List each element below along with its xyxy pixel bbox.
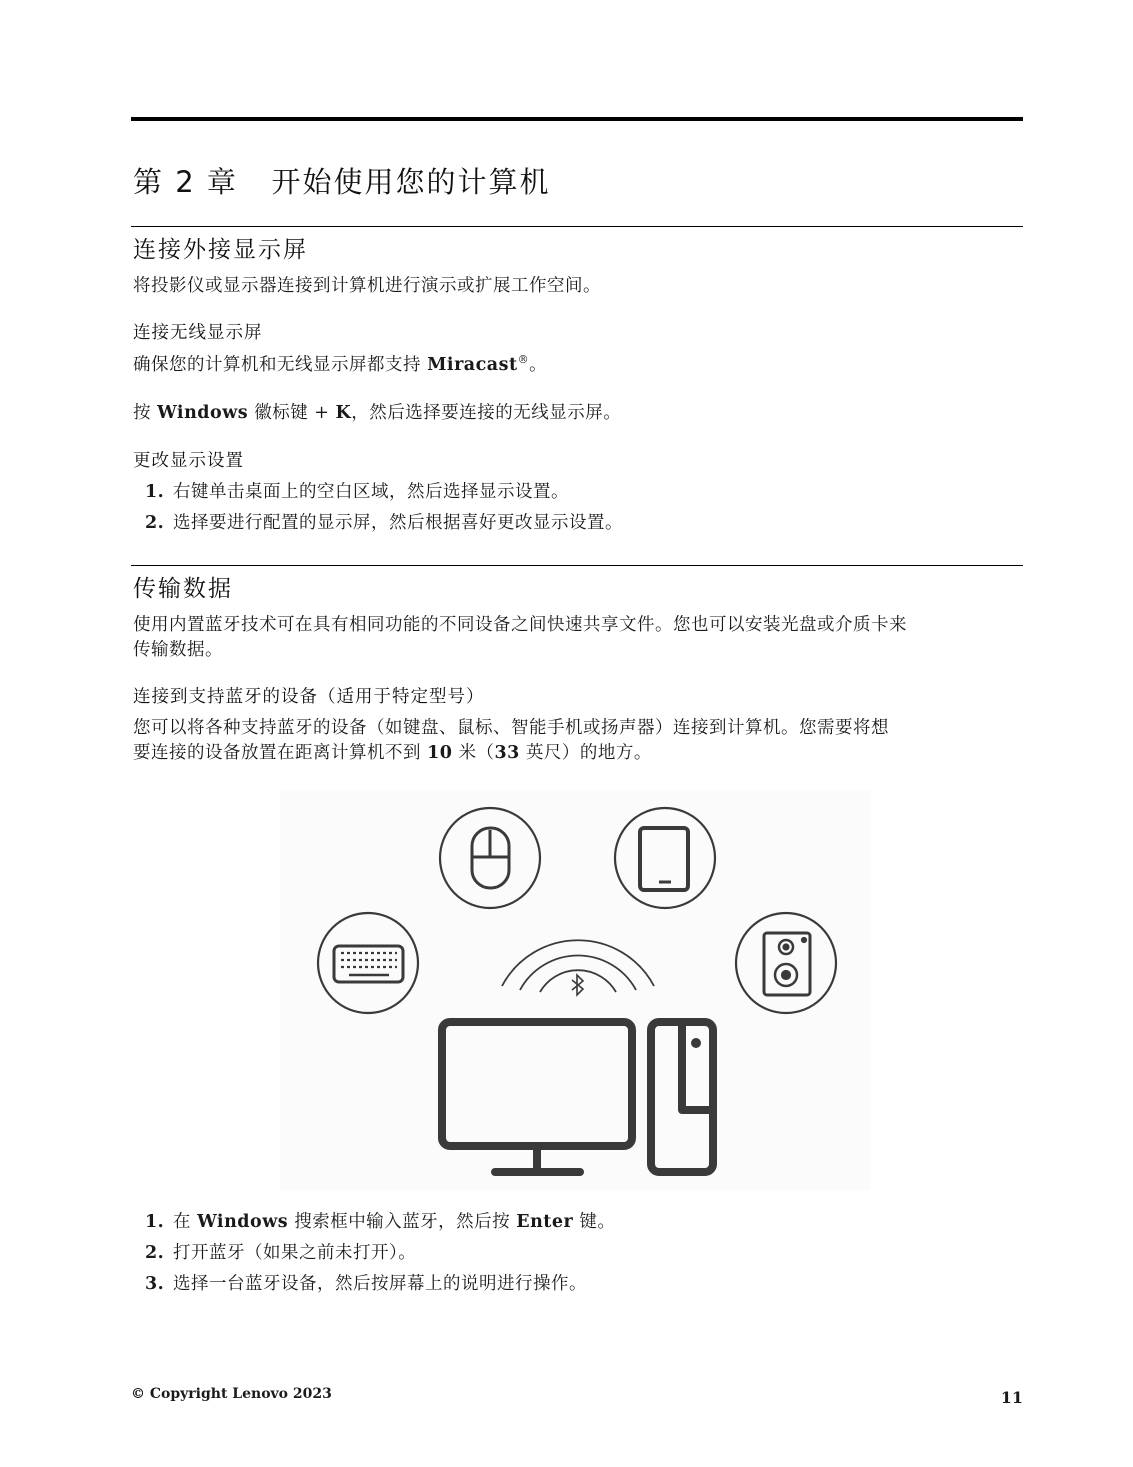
section-heading-display: 连接外接显示屏 <box>133 237 308 263</box>
section-heading-transfer: 传输数据 <box>133 576 233 602</box>
transfer-intro: 使用内置蓝牙技术可在具有相同功能的不同设备之间快速共享文件。您也可以安装光盘或介质卡来 传输数据。 <box>133 615 907 660</box>
monitor-icon <box>442 1022 632 1172</box>
copyright: © Copyright Lenovo 2023 <box>131 1386 332 1402</box>
chapter-title: 第 2 章 开始使用您的计算机 <box>133 165 551 199</box>
power-button-dot <box>691 1038 701 1048</box>
speaker-icon <box>736 913 836 1013</box>
keyboard-icon <box>318 913 418 1013</box>
subheading-bluetooth: 连接到支持蓝牙的设备（适用于特定型号） <box>133 687 485 707</box>
section-rule <box>131 226 1023 227</box>
list-item: 2. 选择要进行配置的显示屏，然后根据喜好更改显示设置。 <box>145 513 623 533</box>
page-number: 11 <box>1000 1388 1023 1407</box>
wireless-paragraph-2: 按 Windows 徽标键 + K，然后选择要连接的无线显示屏。 <box>133 403 622 423</box>
settings-steps <box>145 477 623 539</box>
tablet-icon <box>615 808 715 908</box>
list-item: 1. 右键单击桌面上的空白区域，然后选择显示设置。 <box>145 482 569 502</box>
display-intro: 将投影仪或显示器连接到计算机进行演示或扩展工作空间。 <box>133 276 601 296</box>
bluetooth-icon <box>572 975 583 995</box>
list-item: 2. 打开蓝牙（如果之前未打开）。 <box>145 1243 417 1263</box>
chapter-rule <box>131 117 1023 121</box>
bluetooth-paragraph: 您可以将各种支持蓝牙的设备（如键盘、鼠标、智能手机或扬声器）连接到计算机。您需要将想 要连接的设备放置在距离计算机不到 10 米（33 英尺）的地方。 <box>133 718 889 763</box>
mouse-icon <box>440 808 540 908</box>
section-rule <box>131 565 1023 566</box>
desktop-tower-icon <box>651 1022 713 1172</box>
list-item: 1. 在 Windows 搜索框中输入蓝牙，然后按 Enter 键。 <box>145 1212 616 1232</box>
bluetooth-steps <box>145 1207 615 1300</box>
list-item: 3. 选择一台蓝牙设备，然后按屏幕上的说明进行操作。 <box>145 1274 587 1294</box>
subheading-wireless: 连接无线显示屏 <box>133 323 263 343</box>
wireless-paragraph-1: 确保您的计算机和无线显示屏都支持 Miracast®。 <box>133 353 548 375</box>
bluetooth-illustration <box>280 790 870 1190</box>
subheading-settings: 更改显示设置 <box>133 451 244 471</box>
